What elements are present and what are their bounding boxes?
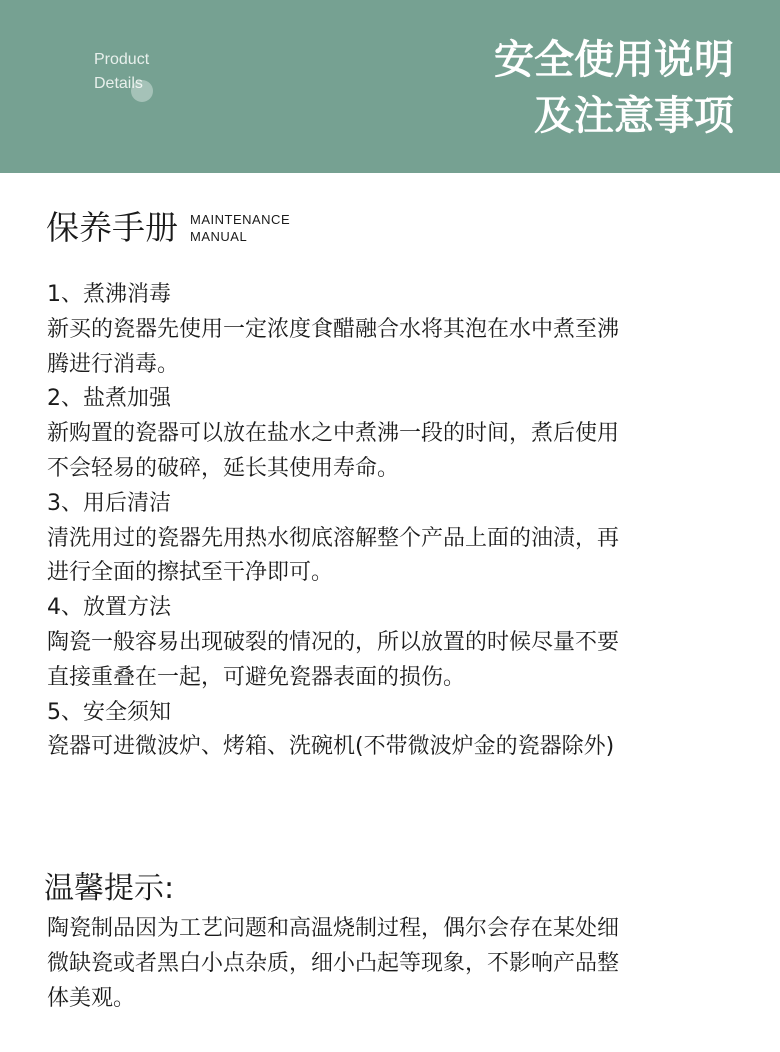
item-text: 瓷器可进微波炉、烤箱、洗碗机(不带微波炉金的瓷器除外) (47, 734, 615, 760)
header-banner (0, 0, 780, 173)
tip-text: 体美观。 (47, 985, 136, 1011)
item-text: 陶瓷一般容易出现破裂的情况的，所以放置的时候尽量不要 (47, 629, 620, 655)
page-title-line: 安全使用说明 (494, 37, 734, 83)
maintenance-list (47, 278, 747, 765)
item-heading: 4、放置方法 (47, 595, 171, 621)
section-heading (46, 206, 290, 250)
list-item (47, 278, 747, 382)
item-heading: 1、煮沸消毒 (47, 282, 171, 307)
item-text: 清洗用过的瓷器先用热水彻底溶解整个产品上面的油渍，再 (47, 525, 620, 551)
list-item (47, 591, 747, 695)
tip-body (47, 912, 747, 1016)
item-heading: 3、用后清洁 (47, 490, 171, 516)
tip-text: 微缺瓷或者黑白小点杂质，细小凸起等现象，不影响产品整 (47, 950, 620, 976)
item-text: 进行全面的擦拭至干净即可。 (47, 560, 334, 586)
section-subtitle-line: MANUAL (190, 229, 248, 244)
section-subtitle-line: MAINTENANCE (190, 212, 291, 227)
tip-text: 陶瓷制品因为工艺问题和高温烧制过程，偶尔会存在某处细 (47, 916, 620, 941)
item-heading: 2、盐煮加强 (47, 386, 171, 412)
product-label-line: Details (94, 75, 143, 92)
page-title-line: 及注意事项 (534, 93, 734, 139)
item-text: 新买的瓷器先使用一定浓度食醋融合水将其泡在水中煮至沸 (47, 316, 620, 342)
item-heading: 5、安全须知 (47, 699, 171, 725)
section-subtitle (190, 211, 290, 245)
product-label-line: Product (94, 51, 150, 68)
tip-title: 温馨提示: (44, 871, 175, 906)
list-item (47, 696, 747, 766)
list-item (47, 487, 747, 591)
item-text: 直接重叠在一起，可避免瓷器表面的损伤。 (47, 664, 466, 690)
item-text: 不会轻易的破碎，延长其使用寿命。 (47, 455, 400, 481)
decorative-dot (131, 80, 153, 102)
item-text: 新购置的瓷器可以放在盐水之中煮沸一段的时间，煮后使用 (47, 421, 620, 447)
item-text: 腾进行消毒。 (47, 351, 180, 377)
section-title: 保养手册 (46, 208, 178, 247)
list-item (47, 382, 747, 486)
page-title (494, 32, 734, 144)
